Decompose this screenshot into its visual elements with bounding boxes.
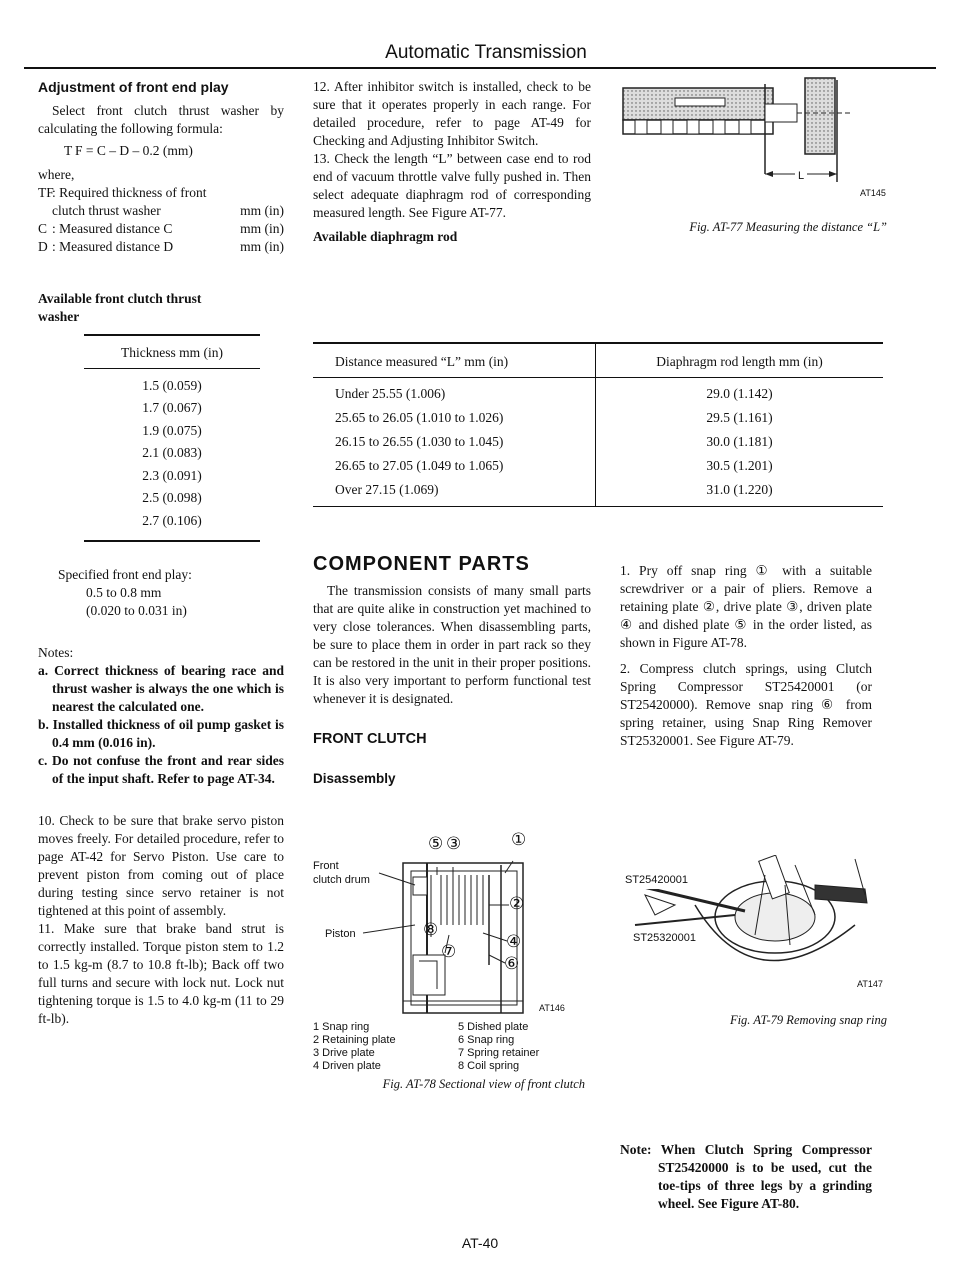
label-clutch-drum: clutch drum xyxy=(313,874,370,886)
definition-unit: mm (in) xyxy=(240,203,284,218)
definition-symbol: TF xyxy=(38,185,54,200)
rod-length-cell: 30.0 (1.181) xyxy=(706,433,773,449)
step-1: 1. Pry off snap ring ① with a suitable screwdriver or a pair of pliers. Remove a retaining plate ②, drive plate ③, driven plate ④ and dished plate ⑤ in the order listed, as shown in Figure AT-78. xyxy=(620,563,872,650)
rod-distance-cell: 26.65 to 27.05 (1.049 to 1.065) xyxy=(335,457,504,473)
front-end-play-heading: Adjustment of front end play xyxy=(38,79,229,95)
fig-at79 xyxy=(615,855,895,1055)
legend-item: 8 Coil spring xyxy=(458,1060,520,1072)
definition-item xyxy=(38,220,284,238)
dimension-l-label: L xyxy=(795,167,807,185)
step-10: 10. Check to be sure that brake servo piston moves freely. For detailed procedure, refer to page AT-42 for Servo Piston. Use care to prevent piston from coming out of place during testing since servo retainer is not tightened at this point of assembly. xyxy=(38,812,284,918)
rod-distance-cell: 25.65 to 26.05 (1.010 to 1.026) xyxy=(335,409,504,425)
rod-distance-cell: 26.15 to 26.55 (1.030 to 1.045) xyxy=(335,433,504,449)
right-column xyxy=(620,562,872,750)
middle-column-top xyxy=(313,78,591,246)
fig-at77 xyxy=(615,74,895,304)
callout-4: ④ xyxy=(506,932,522,951)
rod-length-cell: 30.5 (1.201) xyxy=(706,457,773,473)
washer-thickness: 2.1 (0.083) xyxy=(142,445,202,460)
washer-table xyxy=(84,334,260,542)
definition-item xyxy=(38,238,284,256)
step-12: 12. After inhibitor switch is installed, check to be sure that it operates properly in each range. For detailed procedure, refer to page AT-49 for Checking and Adjusting Inhibitor Switch. xyxy=(313,79,591,148)
notes-title: Notes: xyxy=(38,644,74,660)
label-front: Front xyxy=(313,860,339,872)
note-item: c. Do not confuse the front and rear sides of the input shaft. Refer to page AT-34. xyxy=(38,752,284,786)
right-note xyxy=(620,1141,872,1213)
rod-distance-cell: Over 27.15 (1.069) xyxy=(335,481,439,497)
fig78-caption: Fig. AT-78 Sectional view of front clutch xyxy=(382,1077,585,1091)
disassembly-heading: Disassembly xyxy=(313,771,396,786)
washer-rows xyxy=(84,369,260,541)
fig-at78 xyxy=(313,830,593,1091)
page-header-title: Automatic Transmission xyxy=(385,42,587,63)
washer-table-header: Thickness mm (in) xyxy=(121,344,223,360)
fig79-caption: Fig. AT-79 Removing snap ring xyxy=(729,1013,887,1027)
rod-table-right-col xyxy=(596,344,883,506)
washer-thickness: 1.5 (0.059) xyxy=(142,377,202,393)
left-column xyxy=(38,78,284,1028)
spec-label: Specified front end play: xyxy=(58,566,192,582)
rod-distance-cell: Under 25.55 (1.006) xyxy=(335,385,446,401)
callout-8: ⑧ xyxy=(423,920,439,939)
washer-table-title: Available front clutch thrust washer xyxy=(38,291,202,324)
definition-unit: mm (in) xyxy=(240,239,284,254)
callout-1: ① xyxy=(511,830,527,849)
tool-label-1: ST25420001 xyxy=(623,871,690,889)
definition-list xyxy=(38,184,284,256)
legend-item: 6 Snap ring xyxy=(458,1034,515,1046)
definition-symbol: D xyxy=(38,239,48,254)
fig77-caption: Fig. AT-77 Measuring the distance “L” xyxy=(689,220,887,234)
label-piston: Piston xyxy=(325,928,356,940)
rod-length-cell: 31.0 (1.220) xyxy=(706,481,773,497)
step-13: 13. Check the length “L” between case end to rod end of vacuum throttle valve fully pushed in. Then select adequate diaphragm rod of corresponding measured length. See Figure AT-77. xyxy=(313,151,591,220)
note-item: a. Correct thickness of bearing race and thrust washer is always the one which is nearest the calculated one. xyxy=(38,662,284,714)
step-11: 11. Make sure that brake band strut is correctly installed. Torque piston stem to 1.2 to 1.5 kg-m (8.7 to 10.8 ft-lb); Back off two full turns and secure with lock nut. Lock nut tightening torque is 1.5 to 4.0 kg-m (11 to 29 ft-lb). xyxy=(38,920,284,1026)
formula xyxy=(38,142,284,160)
legend-item: 1 Snap ring xyxy=(313,1021,370,1033)
legend-item: 2 Retaining plate xyxy=(313,1034,396,1046)
step-2: 2. Compress clutch springs, using Clutch Spring Compressor ST25420001 (or ST25420000). Remove snap ring ⑥ from spring retainer, using Snap Ring Remover ST25320001. See Figure AT-79. xyxy=(620,661,872,748)
washer-thickness: 2.7 (0.106) xyxy=(142,512,202,528)
legend-item: 3 Drive plate xyxy=(313,1047,375,1059)
fig79-code: AT147 xyxy=(857,979,883,989)
formula-text: T F = C – D – 0.2 (mm) xyxy=(64,143,193,158)
rod-table-header-length: Diaphragm rod length mm (in) xyxy=(656,353,823,369)
definition-unit: mm (in) xyxy=(240,221,284,236)
rod-length-cell: 29.0 (1.142) xyxy=(706,385,773,401)
component-parts-text: The transmission consists of many small parts that are quite alike in construction yet machined to very close tolerances. When disassembling parts, be sure to place them in order in part rack so they can be restored in the unit in their proper positions. It is also very important to perform functional test whenever it is designated. xyxy=(313,583,591,706)
fig77-code: AT145 xyxy=(860,188,886,198)
spec-in: (0.020 to 0.031 in) xyxy=(86,602,187,618)
washer-thickness: 1.9 (0.075) xyxy=(142,422,202,438)
tool-label-2: ST25320001 xyxy=(631,929,698,947)
callout-2: ② xyxy=(509,894,525,913)
middle-column-bottom xyxy=(313,582,591,788)
washer-thickness: 2.3 (0.091) xyxy=(142,467,202,483)
spec-mm: 0.5 to 0.8 mm xyxy=(86,584,162,600)
compressor-note: Note: When Clutch Spring Compressor ST25420000 is to be used, cut the toe-tips of three legs by a grinding wheel. See Figure AT-80. xyxy=(620,1142,872,1211)
definition-item xyxy=(38,184,284,220)
legend-item: 4 Driven plate xyxy=(313,1060,381,1072)
callout-6: ⑥ xyxy=(504,954,520,973)
diaphragm-rod-table xyxy=(313,342,883,507)
where-label: where, xyxy=(38,167,75,182)
rod-table-header-distance: Distance measured “L” mm (in) xyxy=(335,353,509,369)
definition-desc: : Required thickness of front clutch thrust washer xyxy=(52,185,207,218)
rod-table-left-col xyxy=(313,344,596,506)
definition-symbol: C xyxy=(38,221,48,236)
note-item: b. Installed thickness of oil pump gasket is 0.4 mm (0.016 in). xyxy=(38,716,284,750)
washer-thickness: 2.5 (0.098) xyxy=(142,490,202,505)
front-clutch-heading: FRONT CLUTCH xyxy=(313,731,427,747)
legend-item: 7 Spring retainer xyxy=(458,1047,540,1059)
page-number: AT-40 xyxy=(461,1235,499,1251)
fig78-legend xyxy=(313,1021,593,1073)
definition-desc: : Measured distance C xyxy=(52,221,173,236)
callout-3: ③ xyxy=(446,834,462,853)
washer-thickness: 1.7 (0.067) xyxy=(142,400,202,415)
callout-7: ⑦ xyxy=(441,942,457,961)
notes-list xyxy=(38,662,284,788)
rod-length-cell: 29.5 (1.161) xyxy=(706,409,773,425)
fig78-code: AT146 xyxy=(539,1003,565,1013)
distance-l-diagram xyxy=(615,74,895,194)
legend-item: 5 Dished plate xyxy=(458,1021,529,1033)
rod-table-title: Available diaphragm rod xyxy=(313,229,458,244)
callout-5: ⑤ xyxy=(428,834,444,853)
intro-text: Select front clutch thrust washer by calculating the following formula: xyxy=(38,103,284,136)
definition-desc: : Measured distance D xyxy=(52,239,174,254)
component-parts-heading: COMPONENT PARTS xyxy=(313,553,530,575)
header-rule xyxy=(24,67,936,69)
